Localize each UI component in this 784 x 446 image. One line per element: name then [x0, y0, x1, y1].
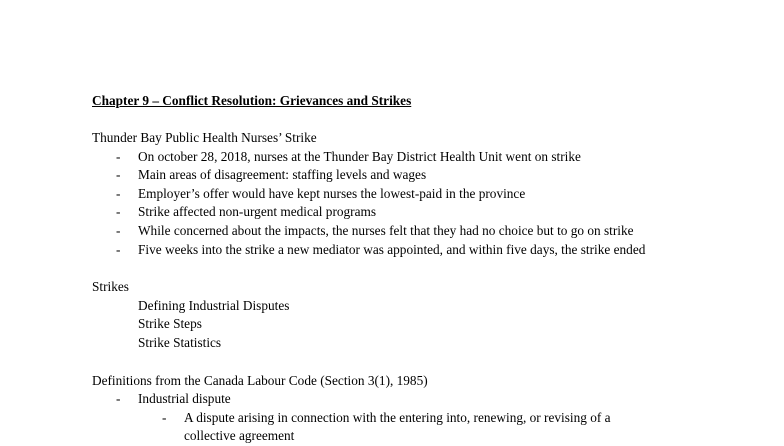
- bullet-dash: -: [116, 204, 121, 219]
- bullet-item: Strike affected non-urgent medical programs: [138, 204, 377, 219]
- bullet-dash: -: [116, 167, 121, 182]
- section-heading-definitions: Definitions from the Canada Labour Code (Section 3(1), 1985): [92, 373, 428, 388]
- sub-bullet-dash: -: [162, 410, 167, 425]
- bullet-dash: -: [116, 149, 121, 164]
- strikes-item: Strike Steps: [138, 316, 202, 331]
- bullet-item: While concerned about the impacts, the nurses felt that they had no choice but to go on strike: [138, 223, 634, 238]
- bullet-item: Main areas of disagreement: staffing levels and wages: [138, 167, 427, 182]
- chapter-title: Chapter 9 – Conflict Resolution: Grievances and Strikes: [92, 93, 412, 108]
- bullet-dash: -: [116, 242, 121, 257]
- bullet-dash: -: [116, 223, 121, 238]
- section-heading-strikes: Strikes: [92, 279, 129, 294]
- bullet-dash: -: [116, 186, 121, 201]
- bullet-item: Industrial dispute: [138, 391, 231, 406]
- bullet-item: On october 28, 2018, nurses at the Thunder Bay District Health Unit went on strike: [138, 149, 581, 164]
- bullet-item: Employer’s offer would have kept nurses the lowest-paid in the province: [138, 186, 526, 201]
- sub-bullet-continuation: collective agreement: [184, 428, 295, 443]
- strikes-item: Strike Statistics: [138, 335, 222, 350]
- bullet-item: Five weeks into the strike a new mediator was appointed, and within five days, the strike ended: [138, 242, 646, 257]
- sub-bullet-item: A dispute arising in connection with the entering into, renewing, or revising of a: [184, 410, 611, 425]
- bullet-dash: -: [116, 391, 121, 406]
- strikes-item: Defining Industrial Disputes: [138, 298, 290, 313]
- section-heading-thunder-bay: Thunder Bay Public Health Nurses’ Strike: [92, 130, 317, 145]
